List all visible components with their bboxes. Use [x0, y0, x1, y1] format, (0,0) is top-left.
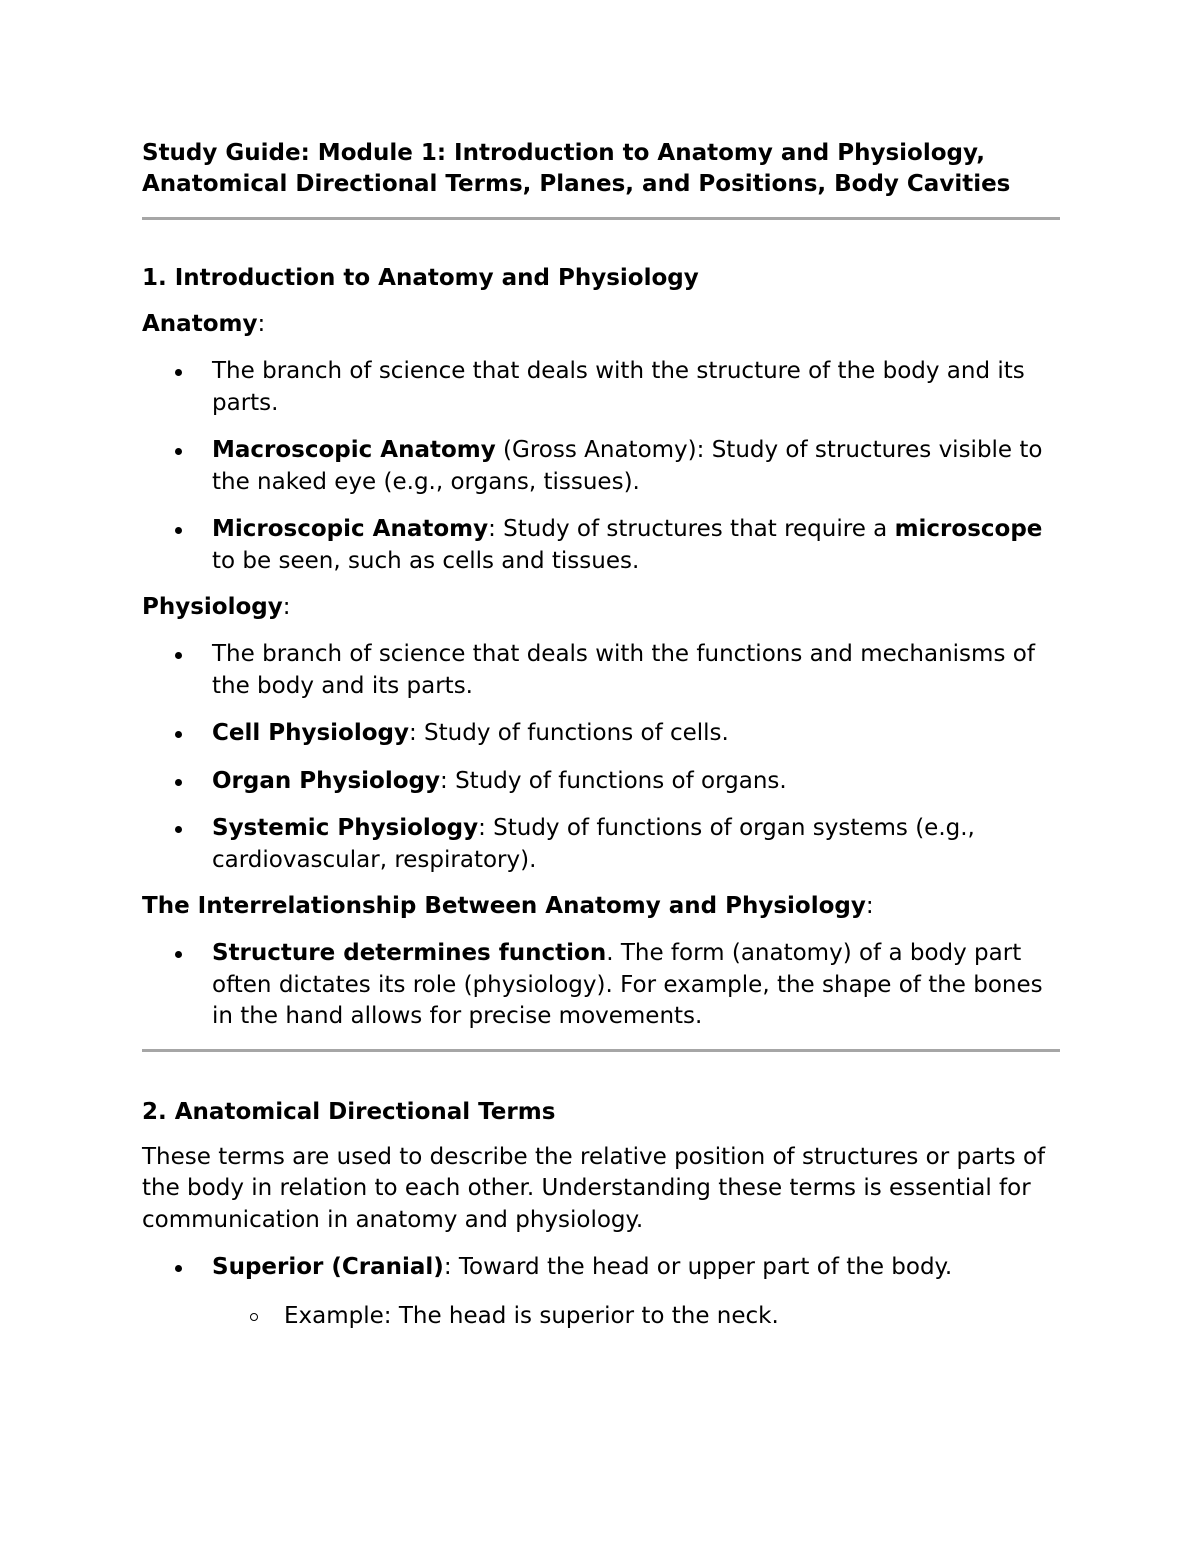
bullet-icon — [175, 448, 182, 455]
bullet-icon — [175, 527, 182, 534]
bullet-icon — [175, 951, 182, 958]
section-2-heading: 2. Anatomical Directional Terms — [142, 1098, 556, 1125]
title-line-1: Study Guide: Module 1: Introduction to Anatomy and Physiology, — [142, 140, 985, 166]
bullet-icon — [175, 826, 182, 833]
item-term: Organ Physiology — [212, 767, 441, 794]
directional-terms-list — [142, 1252, 1060, 1284]
item-text: The branch of science that deals with the structure of the body and its parts. — [212, 358, 1025, 416]
section-divider — [142, 1049, 1060, 1052]
list-item — [142, 718, 1060, 750]
item-term-microscope: microscope — [894, 516, 1043, 542]
item-term: Systemic Physiology — [212, 815, 479, 841]
item-term: Macroscopic Anatomy — [212, 437, 496, 463]
list-item — [142, 1252, 1060, 1284]
list-item — [142, 938, 1060, 1033]
item-text: : Toward the head or upper part of the body. — [443, 1254, 953, 1280]
item-text: (Gross Anatomy): Study of structures visible to the naked eye (e.g., organs, tissues). — [212, 437, 1043, 495]
example-text: Example: The head is superior to the neck. — [284, 1302, 779, 1329]
interrelationship-subheading — [142, 890, 1060, 922]
item-text: : Study of functions of cells. — [409, 720, 729, 746]
title-line-2: Anatomical Directional Terms, Planes, and Positions, Body Cavities — [142, 171, 1011, 197]
physiology-list — [142, 639, 1060, 876]
list-item — [142, 514, 1060, 577]
physiology-label: Physiology — [142, 594, 283, 620]
item-text: : Study of structures that require a — [488, 516, 895, 542]
item-term: Cell Physiology — [212, 720, 409, 746]
bullet-icon — [175, 652, 182, 659]
bullet-icon — [175, 1265, 182, 1272]
document-page — [142, 138, 1060, 1332]
list-item — [142, 766, 1060, 798]
circle-bullet-icon — [250, 1313, 258, 1321]
bullet-icon — [175, 731, 182, 738]
list-item — [142, 435, 1060, 498]
anatomy-label: Anatomy — [142, 311, 258, 337]
bullet-icon — [175, 369, 182, 376]
interrelationship-label: The Interrelationship Between Anatomy and Physiology — [142, 893, 866, 919]
item-term: Microscopic Anatomy — [212, 516, 489, 542]
item-text-continued: to be seen, such as cells and tissues. — [212, 547, 640, 574]
item-text: . The form (anatomy) of a body part often dictates its role (physiology). For example, the shape of the bones in the hand allows for precise movements. — [212, 940, 1043, 1029]
section-2-intro: These terms are used to describe the relative position of structures or parts of the body in relation to each other. Understanding these terms is essential for communication in anatomy and physiology. — [142, 1143, 1046, 1233]
item-term: Superior (Cranial) — [212, 1254, 444, 1280]
physiology-subheading — [142, 591, 1060, 623]
anatomy-list — [142, 356, 1060, 577]
item-text: : Study of functions of organ systems (e.g., cardiovascular, respiratory). — [212, 815, 975, 873]
list-item — [142, 356, 1060, 419]
interrelationship-colon: : — [865, 893, 874, 919]
list-item — [142, 813, 1060, 876]
section-divider — [142, 217, 1060, 220]
example-item — [142, 1300, 1060, 1332]
section-1-heading: 1. Introduction to Anatomy and Physiology — [142, 265, 699, 291]
document-title — [142, 138, 1060, 200]
anatomy-colon: : — [257, 311, 266, 337]
item-text: The branch of science that deals with the functions and mechanisms of the body and its parts. — [212, 641, 1035, 699]
interrelationship-list — [142, 938, 1060, 1033]
item-text: : Study of functions of organs. — [440, 767, 787, 794]
item-term: Structure determines function — [212, 940, 607, 966]
bullet-icon — [175, 779, 182, 786]
physiology-colon: : — [282, 594, 291, 620]
list-item — [142, 639, 1060, 702]
anatomy-subheading — [142, 308, 1060, 340]
